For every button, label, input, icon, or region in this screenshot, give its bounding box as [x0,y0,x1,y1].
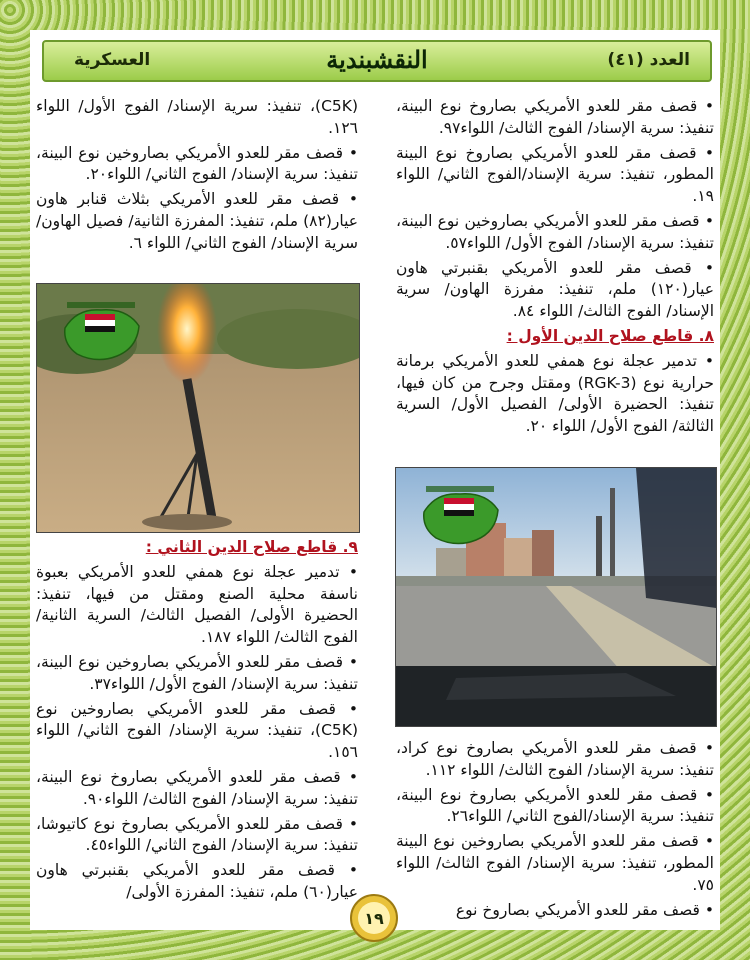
mortar-photo [36,283,360,533]
list-item: • قصف مقر للعدو الأمريكي بقنبرتي هاون عيار(١٢٠) ملم، تنفيذ: مفرزة الهاون/ سرية الإسناد/ الفوج الثالث/ اللواء ٨٤. [396,258,714,321]
header-issue-number: العدد (٤١) [607,50,690,70]
list-item: • قصف مقر للعدو الأمريكي بصاروخ نوع [455,900,714,919]
right-column-top [396,96,714,436]
page-header [42,40,712,82]
list-item: • قصف مقر للعدو الأمريكي بصاروخين نوع (C5K)، تنفيذ: سرية الإسناد/ الفوج الثاني/ اللواء ١٥٦. [36,699,358,762]
list-item: • قصف مقر للعدو الأمريكي بصاروخ نوع كاتيوشا، تنفيذ: سرية الإسناد/ الفوج الثاني/ اللواء٤٥. [36,814,358,855]
list-item: • قصف مقر للعدو الأمريكي بقنبرتي هاون عيار(٦٠) ملم، تنفيذ: المفرزة الأولى/ [36,861,358,901]
list-item: • قصف مقر للعدو الأمريكي بصاروخ نوع البينة، تنفيذ: سرية الإسناد/الفوج الثاني/ اللواء٢٦. [396,785,714,826]
road-photo [395,467,717,727]
page-number: ١٩ [364,909,384,928]
left-column-bottom [36,537,358,917]
list-item: • قصف مقر للعدو الأمريكي بصاروخين نوع البينة، تنفيذ: سرية الإسناد/ الفوج الأول/ اللواء٣٧. [36,652,358,693]
group-emblem-icon [416,482,504,550]
list-item: • قصف مقر للعدو الأمريكي بصاروخين نوع البينة، تنفيذ: سرية الإسناد/ الفوج الثاني/ اللواء٢٠. [36,143,358,184]
list-item: • تدمير عجلة نوع همفي للعدو الأمريكي برمانة حرارية نوع (RGK-3) ومقتل وجرح من كان فيها، تنفيذ: الحضيرة الأولى/ الفصيل الأول/ السرية الثالثة/ الفوج الأول/ اللواء ٢٠. [396,351,714,436]
list-item: • قصف مقر للعدو الأمريكي بصاروخين نوع البينة، تنفيذ: سرية الإسناد/ الفوج الأول/ اللواء٥٧. [396,211,714,252]
list-item: • قصف مقر للعدو الأمريكي بصاروخين نوع البينة المطور، تنفيذ: سرية الإسناد/ الفوج الثالث/ اللواء ٧٥. [396,832,714,894]
list-item: • قصف مقر للعدو الأمريكي بثلاث قنابر هاون عيار(٨٢) ملم، تنفيذ: المفرزة الثانية/ فصيل الهاون/ سرية الإسناد/ الفوج الثاني/ اللواء ٦. [36,190,358,252]
header-masthead: النقشبندية [326,45,428,74]
section-heading-8: ٨. قاطع صلاح الدين الأول : [506,326,714,345]
list-item: • قصف مقر للعدو الأمريكي بصاروخ نوع البينة، تنفيذ: سرية الإسناد/ الفوج الثالث/ اللواء٩٧. [396,97,714,137]
list-item: (C5K)، تنفيذ: سرية الإسناد/ الفوج الأول/ اللواء ١٢٦. [36,97,358,137]
group-emblem-icon [57,298,145,366]
list-item: • قصف مقر للعدو الأمريكي بصاروخ نوع كراد، تنفيذ: سرية الإسناد/ الفوج الثالث/ اللواء ١١٢. [396,739,714,779]
section-heading-9: ٩. قاطع صلاح الدين الثاني : [145,538,358,556]
list-item: • تدمير عجلة نوع همفي للعدو الأمريكي بعبوة ناسفة محلية الصنع ومقتل من فيها، تنفيذ: الحضيرة الأولى/ الفصيل الثالث/ السرية الثانية/ الفوج الثالث/ اللواء ١٨٧. [36,562,358,647]
left-column-top [36,96,358,281]
list-item: • قصف مقر للعدو الأمريكي بصاروخ نوع البينة المطور، تنفيذ: سرية الإسناد/الفوج الثاني/ اللواء ١٩. [396,143,714,206]
list-item: • قصف مقر للعدو الأمريكي بصاروخ نوع البينة، تنفيذ: سرية الإسناد/ الفوج الثالث/ اللواء٩٠. [36,767,358,808]
right-column-bottom [396,738,714,918]
header-section-title: العسكرية [74,50,151,70]
page-number-badge [349,893,399,943]
